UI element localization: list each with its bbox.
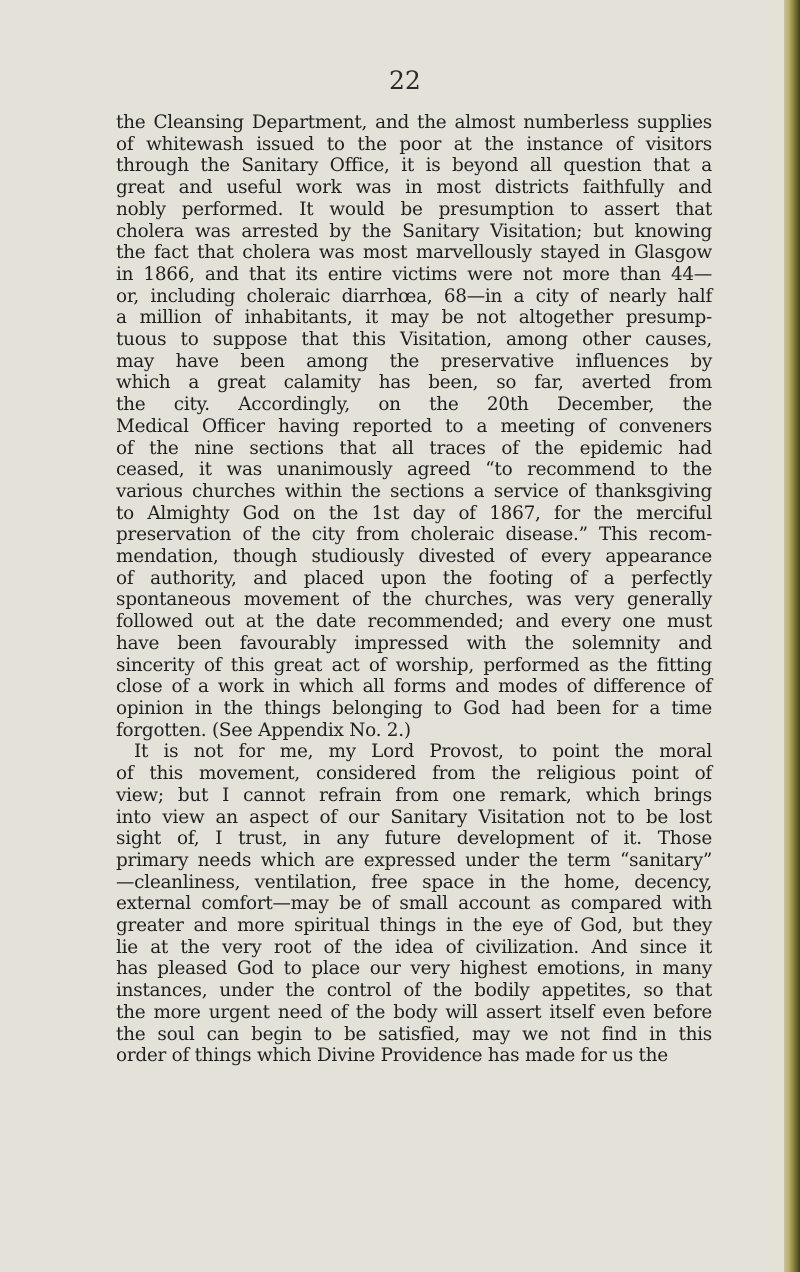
- text-line: or, including choleraic diarrhœa, 68—in a city of nearly half: [116, 285, 712, 307]
- text-line: mendation, though studiously divested of every appearance: [116, 546, 712, 568]
- text-line: order of things which Divine Providence has made for us the: [116, 1045, 668, 1067]
- text-line: It is not for me, my Lord Provost, to point the moral: [134, 741, 712, 763]
- text-line: —cleanliness, ventilation, free space in the home, decency,: [116, 871, 712, 893]
- text-line: cholera was arrested by the Sanitary Visitation; but knowing: [116, 220, 712, 242]
- text-line: into view an aspect of our Sanitary Visitation not to be lost: [116, 806, 712, 828]
- text-line: ceased, it was unanimously agreed “to recommend to the: [116, 459, 712, 481]
- text-line: of this movement, considered from the religious point of: [116, 763, 712, 785]
- text-line: sight of, I trust, in any future development of it. Those: [116, 828, 712, 850]
- text-line: sincerity of this great act of worship, performed as the fitting: [116, 654, 712, 676]
- body-text: [116, 112, 712, 1067]
- book-binding-edge: [784, 0, 800, 1272]
- text-line: of authority, and placed upon the footing of a perfectly: [116, 567, 712, 589]
- text-line: spontaneous movement of the churches, was very generally: [116, 589, 712, 611]
- text-line: the city. Accordingly, on the 20th December, the: [116, 394, 712, 416]
- text-line: may have been among the preservative influences by: [116, 350, 712, 372]
- text-line: of whitewash issued to the poor at the instance of visitors: [116, 133, 712, 155]
- text-line: close of a work in which all forms and modes of difference of: [116, 676, 712, 698]
- text-line: great and useful work was in most districts faithfully and: [116, 177, 712, 199]
- text-line: various churches within the sections a service of thanksgiving: [116, 480, 712, 502]
- text-line: of the nine sections that all traces of the epidemic had: [116, 437, 712, 459]
- text-line: the fact that cholera was most marvellously stayed in Glasgow: [116, 242, 712, 264]
- page-number: 22: [389, 66, 421, 95]
- text-line: nobly performed. It would be presumption to assert that: [116, 198, 712, 220]
- text-line: instances, under the control of the bodily appetites, so that: [116, 980, 712, 1002]
- text-line: view; but I cannot refrain from one remark, which brings: [116, 784, 712, 806]
- text-line: preservation of the city from choleraic disease.” This recom-: [116, 524, 712, 546]
- text-line: the Cleansing Department, and the almost numberless supplies: [116, 112, 712, 133]
- text-line: the soul can begin to be satisfied, may we not find in this: [116, 1023, 712, 1045]
- text-line: followed out at the date recommended; and every one must: [116, 611, 712, 633]
- text-line: have been favourably impressed with the solemnity and: [116, 632, 712, 654]
- text-line: has pleased God to place our very highest emotions, in many: [116, 958, 712, 980]
- text-line: lie at the very root of the idea of civilization. And since it: [116, 936, 712, 958]
- text-line: external comfort—may be of small account as compared with: [116, 893, 712, 915]
- text-line: to Almighty God on the 1st day of 1867, for the merciful: [116, 502, 712, 524]
- text-line: the more urgent need of the body will assert itself even before: [116, 1001, 712, 1023]
- text-line: which a great calamity has been, so far, averted from: [116, 372, 712, 394]
- text-line: primary needs which are expressed under the term “sanitary”: [116, 849, 712, 871]
- text-line: tuous to suppose that this Visitation, among other causes,: [116, 329, 712, 351]
- text-line: a million of inhabitants, it may be not altogether presump-: [116, 307, 712, 329]
- text-line: opinion in the things belonging to God had been for a time: [116, 697, 712, 719]
- text-line: through the Sanitary Office, it is beyond all question that a: [116, 155, 712, 177]
- text-line: greater and more spiritual things in the eye of God, but they: [116, 915, 712, 937]
- text-line: Medical Officer having reported to a meeting of conveners: [116, 415, 712, 437]
- text-line: in 1866, and that its entire victims were not more than 44—: [116, 263, 712, 285]
- text-line: forgotten. (See Appendix No. 2.): [116, 719, 411, 741]
